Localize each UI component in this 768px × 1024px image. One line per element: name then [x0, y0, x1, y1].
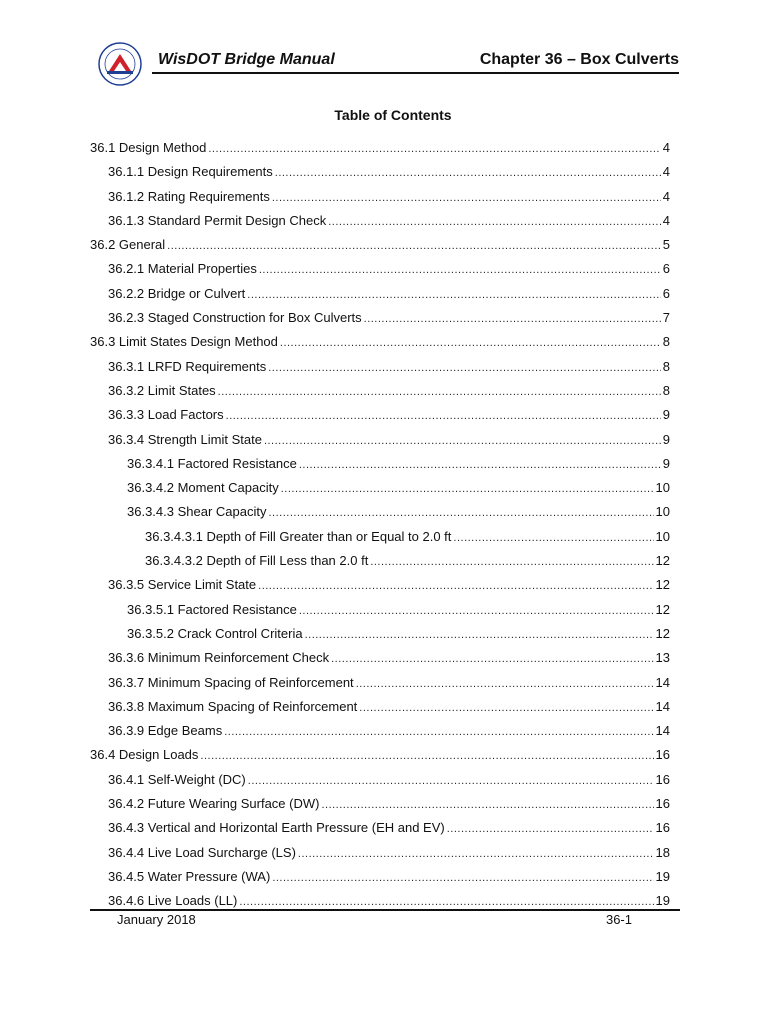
toc-entry[interactable] [90, 160, 670, 184]
toc-entry[interactable] [90, 719, 670, 743]
toc-leader-dots [264, 429, 661, 453]
wisdot-logo-icon [97, 41, 143, 87]
toc-entry[interactable] [90, 816, 670, 840]
toc-entry-page: 8 [662, 334, 670, 350]
toc-entry[interactable] [90, 549, 670, 573]
toc-entry-label: 36.3 Limit States Design Method [90, 334, 278, 350]
toc-entry-label: 36.2 General [90, 237, 166, 253]
toc-entry[interactable] [90, 768, 670, 792]
toc-entry-label: 36.3.4 Strength Limit State [108, 431, 262, 447]
toc-entry-page: 13 [655, 650, 670, 666]
toc-entry-page: 14 [655, 698, 670, 714]
toc-leader-dots [272, 186, 661, 210]
toc-entry-label: 36.1.1 Design Requirements [108, 164, 273, 180]
toc-leader-dots [259, 258, 661, 282]
toc-entry-label: 36.3.4.3.1 Depth of Fill Greater than or Equal to 2.0 ft [145, 528, 452, 544]
toc-leader-dots [359, 696, 653, 720]
toc-entry[interactable] [90, 865, 670, 889]
toc-entry-page: 4 [662, 212, 670, 228]
toc-entry-label: 36.3.8 Maximum Spacing of Reinforcement [108, 698, 358, 714]
toc-entry[interactable] [90, 695, 670, 719]
toc-entry[interactable] [90, 573, 670, 597]
toc-leader-dots [167, 234, 661, 258]
toc-entry-page: 19 [655, 868, 670, 884]
toc-leader-dots [305, 623, 654, 647]
toc-entry[interactable] [90, 257, 670, 281]
toc-entry[interactable] [90, 379, 670, 403]
toc-entry-label: 36.3.3 Load Factors [108, 407, 224, 423]
toc-entry[interactable] [90, 452, 670, 476]
toc-entry-label: 36.1.3 Standard Permit Design Check [108, 212, 327, 228]
toc-entry[interactable] [90, 598, 670, 622]
toc-entry-label: 36.3.7 Minimum Spacing of Reinforcement [108, 674, 354, 690]
toc-heading: Table of Contents [334, 107, 452, 123]
toc-leader-dots [447, 817, 654, 841]
toc-entry[interactable] [90, 476, 670, 500]
toc-entry-label: 36.3.5.2 Crack Control Criteria [127, 625, 303, 641]
toc-leader-dots [299, 599, 654, 623]
toc-entry-label: 36.4.2 Future Wearing Surface (DW) [108, 796, 320, 812]
toc-entry-label: 36.3.5 Service Limit State [108, 577, 257, 593]
toc-leader-dots [280, 331, 661, 355]
footer-date: January 2018 [117, 912, 196, 927]
toc-entry-page: 4 [662, 140, 670, 155]
toc-entry[interactable] [90, 403, 670, 427]
toc-entry[interactable] [90, 428, 670, 452]
toc-entry[interactable] [90, 671, 670, 695]
toc-entry[interactable] [90, 792, 670, 816]
toc-entry-page: 12 [655, 625, 670, 641]
toc-entry[interactable] [90, 282, 670, 306]
toc-leader-dots [248, 769, 654, 793]
toc-entry-page: 9 [662, 431, 670, 447]
toc-entry-page: 16 [655, 771, 670, 787]
toc-leader-dots [275, 161, 661, 185]
toc-entry[interactable] [90, 209, 670, 233]
toc-leader-dots [200, 744, 653, 768]
toc-entry[interactable] [90, 841, 670, 865]
toc-entry-label: 36.3.4.3.2 Depth of Fill Less than 2.0 ft [145, 553, 369, 569]
toc-entry-page: 16 [655, 820, 670, 836]
toc-entry-page: 4 [662, 164, 670, 180]
toc-leader-dots [328, 210, 661, 234]
toc-entry[interactable] [90, 743, 670, 767]
toc-entry-label: 36.1.2 Rating Requirements [108, 188, 270, 204]
chapter-title: Chapter 36 – Box Culverts [479, 51, 679, 68]
toc-entry-label: 36.1 Design Method [90, 140, 207, 155]
toc-leader-dots [218, 380, 661, 404]
toc-entry-page: 4 [662, 188, 670, 204]
toc-entry-label: 36.2.1 Material Properties [108, 261, 257, 277]
toc-entry-label: 36.4.6 Live Loads (LL) [108, 893, 238, 909]
toc-entry[interactable] [90, 525, 670, 549]
toc-entry[interactable] [90, 306, 670, 330]
toc-entry-label: 36.3.2 Limit States [108, 382, 216, 398]
toc-entry[interactable] [90, 136, 670, 160]
toc-entry-label: 36.3.4.3 Shear Capacity [127, 504, 267, 520]
toc-entry-page: 16 [655, 796, 670, 812]
toc-entry-page: 5 [662, 237, 670, 253]
toc-entry-page: 19 [655, 893, 670, 909]
toc-entry-page: 12 [655, 601, 670, 617]
toc-leader-dots [268, 501, 653, 525]
toc-entry-page: 10 [655, 504, 670, 520]
toc-entry-label: 36.3.9 Edge Beams [108, 723, 223, 739]
toc-entry-page: 18 [655, 844, 670, 860]
toc-entry[interactable] [90, 622, 670, 646]
toc-entry-page: 10 [655, 528, 670, 544]
toc-entry-page: 6 [662, 285, 670, 301]
manual-title: WisDOT Bridge Manual [158, 51, 335, 68]
toc-entry-label: 36.2.3 Staged Construction for Box Culverts [108, 310, 362, 326]
footer-page-number: 36-1 [605, 912, 632, 927]
toc-leader-dots [258, 574, 653, 598]
toc-entry[interactable] [90, 185, 670, 209]
toc-leader-dots [299, 453, 661, 477]
toc-entry[interactable] [90, 233, 670, 257]
toc-entry-label: 36.4.1 Self-Weight (DC) [108, 771, 246, 787]
toc-entry-page: 14 [655, 723, 670, 739]
toc-entry-label: 36.3.6 Minimum Reinforcement Check [108, 650, 330, 666]
toc-entry-label: 36.4.3 Vertical and Horizontal Earth Pressure (EH and EV) [108, 820, 445, 836]
toc-entry-page: 12 [655, 553, 670, 569]
toc-leader-dots [370, 550, 653, 574]
toc-leader-dots [208, 137, 660, 161]
toc-entry-page: 16 [655, 747, 670, 763]
toc-leader-dots [453, 526, 653, 550]
toc-leader-dots [226, 404, 661, 428]
toc-entry-page: 9 [662, 407, 670, 423]
header-divider [152, 72, 679, 74]
toc-leader-dots [224, 720, 653, 744]
toc-entry-page: 8 [662, 358, 670, 374]
toc-entry[interactable] [90, 330, 670, 354]
footer-divider [90, 909, 680, 911]
toc-leader-dots [268, 356, 661, 380]
toc-leader-dots [331, 647, 653, 671]
toc-entry-label: 36.3.4.1 Factored Resistance [127, 455, 297, 471]
toc-leader-dots [356, 672, 654, 696]
toc-entry-label: 36.3.1 LRFD Requirements [108, 358, 267, 374]
toc-entry-label: 36.4.5 Water Pressure (WA) [108, 868, 271, 884]
toc-entry[interactable] [90, 355, 670, 379]
toc-leader-dots [364, 307, 661, 331]
toc-entry-label: 36.3.4.2 Moment Capacity [127, 480, 279, 496]
toc-entry-page: 12 [655, 577, 670, 593]
toc-entry-page: 8 [662, 382, 670, 398]
toc-entry[interactable] [90, 500, 670, 524]
toc-leader-dots [281, 477, 654, 501]
toc-entry-page: 6 [662, 261, 670, 277]
toc-entry-label: 36.4.4 Live Load Surcharge (LS) [108, 844, 296, 860]
toc-entry-page: 10 [655, 480, 670, 496]
toc-entry-page: 14 [655, 674, 670, 690]
toc-entry-page: 9 [662, 455, 670, 471]
toc-entry-label: 36.4 Design Loads [90, 747, 199, 763]
toc-entry-page: 7 [662, 310, 670, 326]
toc-entry-label: 36.2.2 Bridge or Culvert [108, 285, 246, 301]
table-of-contents [90, 136, 670, 914]
toc-leader-dots [321, 793, 653, 817]
toc-leader-dots [247, 283, 660, 307]
toc-leader-dots [272, 866, 653, 890]
toc-entry[interactable] [90, 646, 670, 670]
toc-leader-dots [298, 842, 654, 866]
toc-entry-label: 36.3.5.1 Factored Resistance [127, 601, 297, 617]
